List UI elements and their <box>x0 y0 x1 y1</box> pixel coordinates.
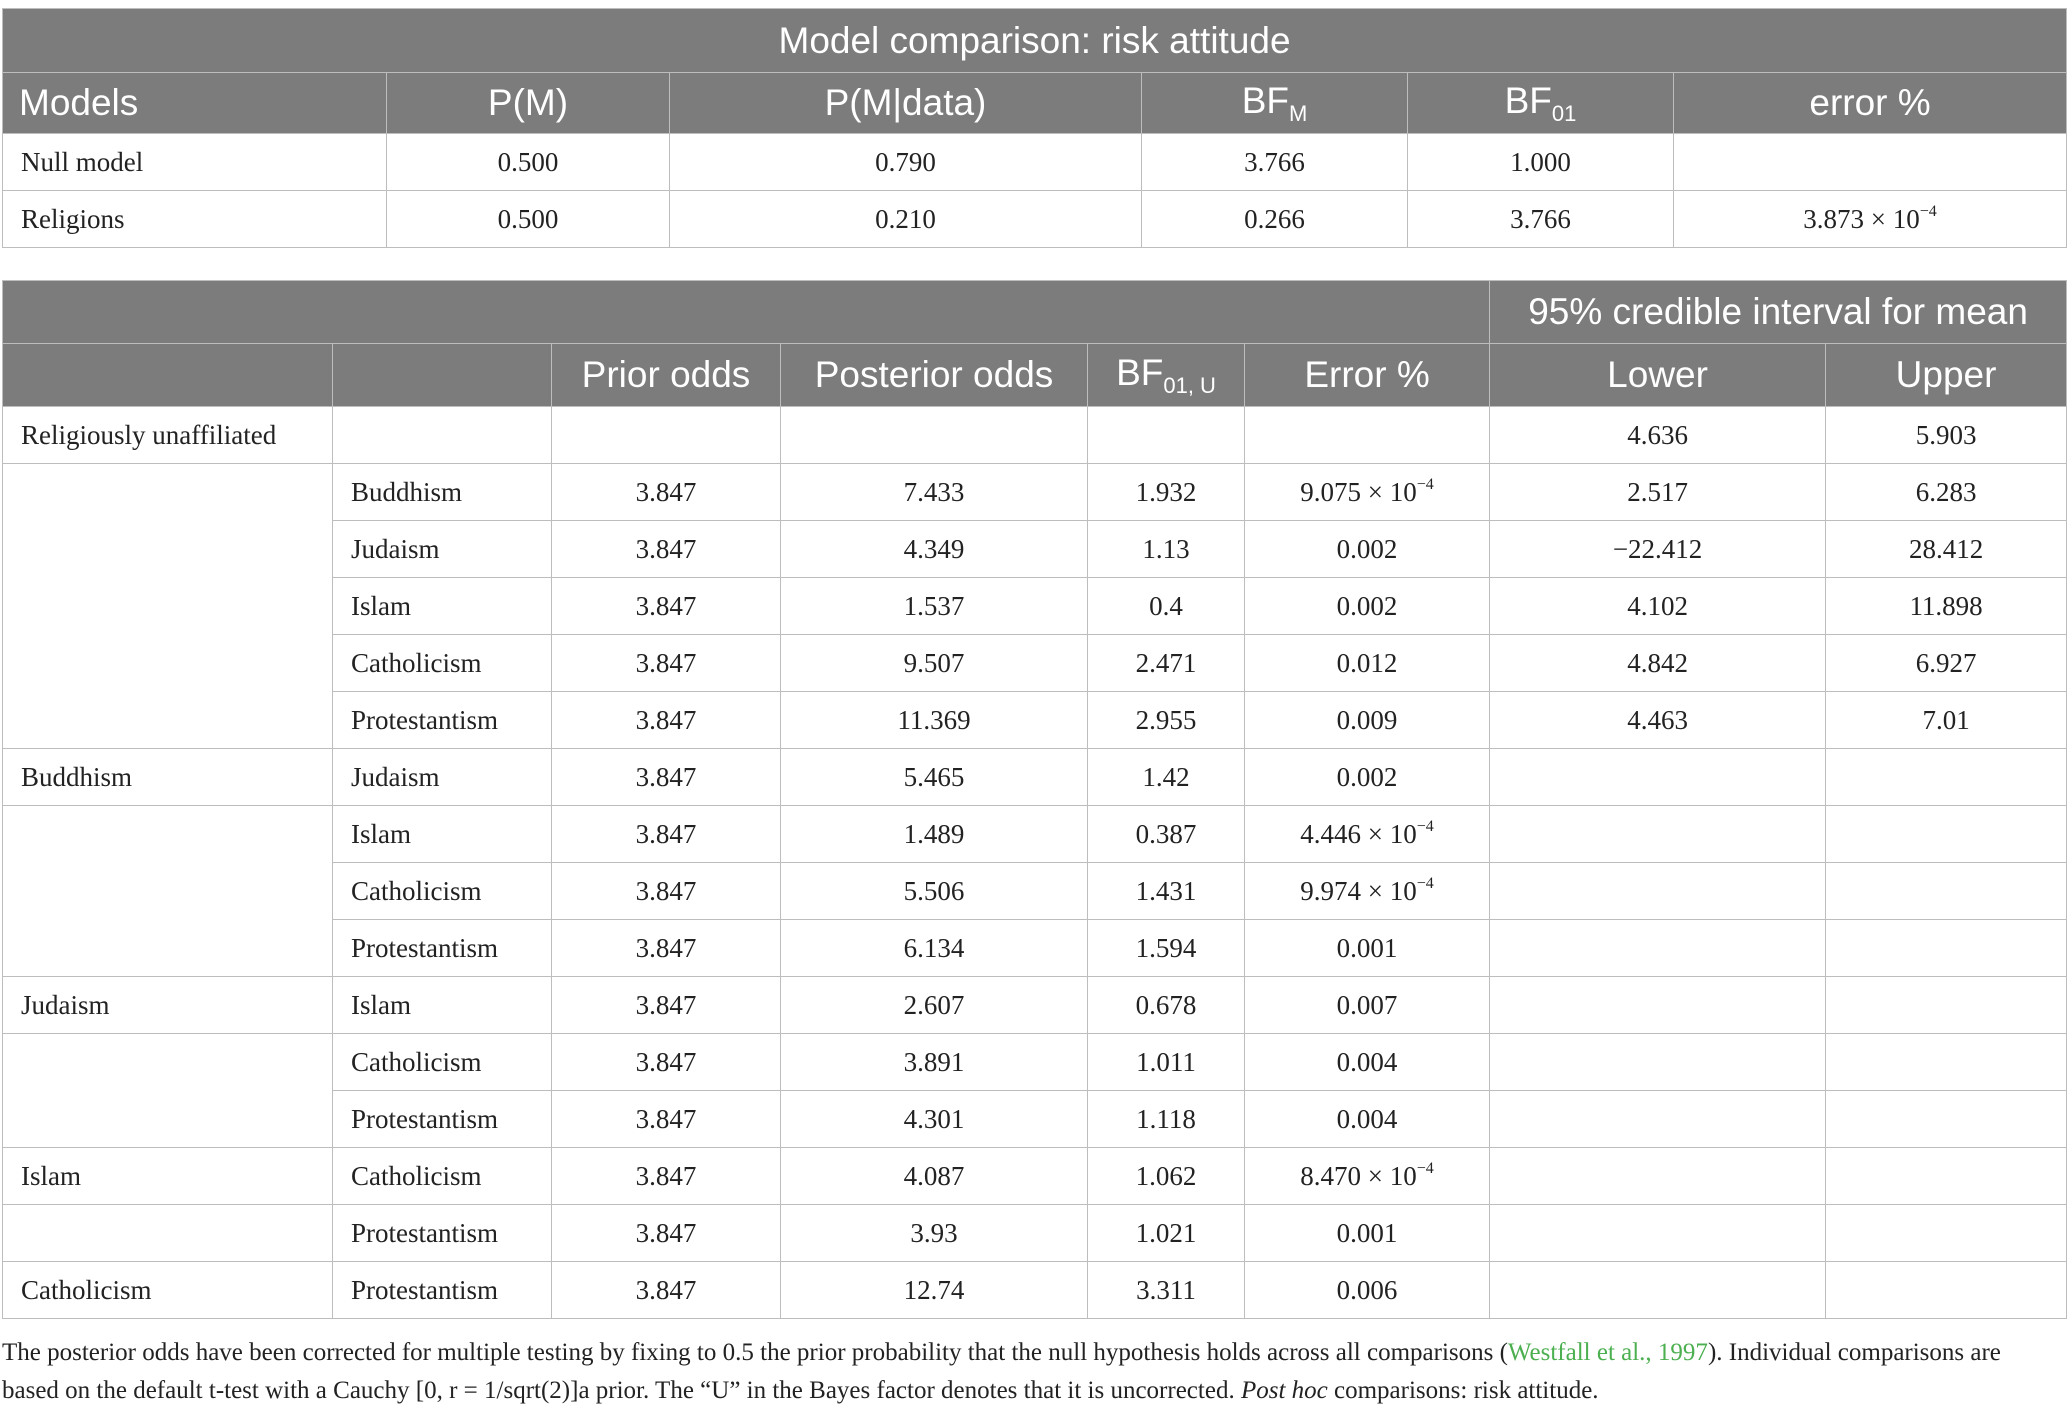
prior-odds-cell: 3.847 <box>552 806 781 863</box>
model-name-cell: Null model <box>3 134 387 191</box>
bf01u-cell: 1.062 <box>1088 1148 1245 1205</box>
header-row <box>3 73 2067 134</box>
error-cell: $3.873 \times 10^{-4}$ <box>1674 191 2067 248</box>
post-hoc-table <box>2 280 2067 1319</box>
prior-odds-cell: 3.847 <box>552 521 781 578</box>
error-cell: 0.004 <box>1245 1091 1490 1148</box>
ci-lower-cell <box>1490 749 1826 806</box>
ci-lower-cell <box>1490 1205 1826 1262</box>
posterior-odds-cell: 5.465 <box>781 749 1088 806</box>
pm-data-cell: 0.790 <box>670 134 1142 191</box>
ci-upper-cell: 6.283 <box>1826 464 2067 521</box>
prior-odds-cell: 3.847 <box>552 635 781 692</box>
error-cell: 0.001 <box>1245 1205 1490 1262</box>
bf01u-cell: 0.4 <box>1088 578 1245 635</box>
ci-lower-cell: 4.102 <box>1490 578 1826 635</box>
col-header-lower: Lower <box>1490 344 1826 407</box>
col-header-upper: Upper <box>1826 344 2067 407</box>
bf01u-cell: 0.387 <box>1088 806 1245 863</box>
group-cell: Judaism <box>3 977 333 1034</box>
citation-link[interactable]: Westfall et al., 1997 <box>1507 1339 1708 1366</box>
bf01u-cell: 1.021 <box>1088 1205 1245 1262</box>
ci-lower-cell <box>1490 806 1826 863</box>
prior-odds-cell: 3.847 <box>552 464 781 521</box>
ci-lower-cell <box>1490 977 1826 1034</box>
prior-odds-cell: 3.847 <box>552 1091 781 1148</box>
table-row <box>3 191 2067 248</box>
ci-upper-cell <box>1826 1091 2067 1148</box>
comparison-cell: Protestantism <box>333 692 552 749</box>
col-header-posterior-odds: Posterior odds <box>781 344 1088 407</box>
error-cell: $4.446 \times 10^{-4}$ <box>1245 806 1490 863</box>
posterior-odds-cell: 1.537 <box>781 578 1088 635</box>
col-header-bfm: $BF_M$ <box>1142 73 1408 134</box>
posterior-odds-cell: 4.301 <box>781 1091 1088 1148</box>
pm-cell: 0.500 <box>387 134 670 191</box>
comparison-cell: Islam <box>333 578 552 635</box>
error-cell: 0.001 <box>1245 920 1490 977</box>
error-cell: 0.002 <box>1245 521 1490 578</box>
bfm-cell: 3.766 <box>1142 134 1408 191</box>
comparison-cell: Judaism <box>333 749 552 806</box>
prior-odds-cell: 3.847 <box>552 1205 781 1262</box>
bf01-cell: 3.766 <box>1408 191 1674 248</box>
comparison-cell: Catholicism <box>333 1034 552 1091</box>
ci-upper-cell <box>1826 920 2067 977</box>
ci-upper-cell <box>1826 806 2067 863</box>
ci-lower-cell: 4.636 <box>1490 407 1826 464</box>
prior-odds-cell: 3.847 <box>552 863 781 920</box>
posterior-odds-cell: 2.607 <box>781 977 1088 1034</box>
ci-upper-cell <box>1826 1262 2067 1319</box>
group-cell: Religiously unaffiliated <box>3 407 333 464</box>
ci-upper-cell: 28.412 <box>1826 521 2067 578</box>
footnote-text: comparisons: risk attitude. <box>1327 1377 1599 1404</box>
pm-data-cell: 0.210 <box>670 191 1142 248</box>
prior-odds-cell: 3.847 <box>552 1034 781 1091</box>
posterior-odds-cell: 3.93 <box>781 1205 1088 1262</box>
posterior-odds-cell: 4.087 <box>781 1148 1088 1205</box>
table-row <box>3 1148 2067 1205</box>
col-header-error: error % <box>1674 73 2067 134</box>
ci-upper-cell <box>1826 1034 2067 1091</box>
ci-lower-cell <box>1490 1034 1826 1091</box>
comparison-cell: Protestantism <box>333 1205 552 1262</box>
ci-upper-cell: 7.01 <box>1826 692 2067 749</box>
prior-odds-cell: 3.847 <box>552 977 781 1034</box>
ci-lower-cell: −22.412 <box>1490 521 1826 578</box>
error-cell: 0.004 <box>1245 1034 1490 1091</box>
ci-lower-cell: 4.842 <box>1490 635 1826 692</box>
error-cell: 0.012 <box>1245 635 1490 692</box>
prior-odds-cell: 3.847 <box>552 749 781 806</box>
bf01u-cell <box>1088 407 1245 464</box>
error-cell: 0.006 <box>1245 1262 1490 1319</box>
bf01u-cell: 1.118 <box>1088 1091 1245 1148</box>
posterior-odds-cell <box>781 407 1088 464</box>
col-header-bf01: $BF_{01}$ <box>1408 73 1674 134</box>
comparison-cell: Buddhism <box>333 464 552 521</box>
table-row <box>3 977 2067 1034</box>
ci-lower-cell <box>1490 863 1826 920</box>
comparison-cell: Protestantism <box>333 920 552 977</box>
error-cell: 0.009 <box>1245 692 1490 749</box>
col-header-models: Models <box>3 73 387 134</box>
table-row <box>3 1205 2067 1262</box>
group-cell-blank <box>3 806 333 977</box>
prior-odds-cell: 3.847 <box>552 1148 781 1205</box>
prior-odds-cell: 3.847 <box>552 578 781 635</box>
bf01u-cell: 1.594 <box>1088 920 1245 977</box>
prior-odds-cell <box>552 407 781 464</box>
posterior-odds-cell: 11.369 <box>781 692 1088 749</box>
group-cell-blank <box>3 1034 333 1148</box>
comparison-cell: Protestantism <box>333 1091 552 1148</box>
posterior-odds-cell: 6.134 <box>781 920 1088 977</box>
bf01u-cell: 1.431 <box>1088 863 1245 920</box>
comparison-cell: Catholicism <box>333 1148 552 1205</box>
bf01-cell: 1.000 <box>1408 134 1674 191</box>
ci-lower-cell <box>1490 920 1826 977</box>
group-cell: Catholicism <box>3 1262 333 1319</box>
error-cell <box>1674 134 2067 191</box>
ci-upper-cell <box>1826 749 2067 806</box>
comparison-cell: Judaism <box>333 521 552 578</box>
footnote-italic: Post hoc <box>1240 1377 1328 1404</box>
header-row <box>3 344 2067 407</box>
model-comparison-table <box>2 8 2067 248</box>
col-header-bf01u: $BF_{01, U}$ <box>1088 344 1245 407</box>
bf01u-cell: 1.011 <box>1088 1034 1245 1091</box>
posterior-odds-cell: 9.507 <box>781 635 1088 692</box>
bf01u-cell: 1.13 <box>1088 521 1245 578</box>
footnote-text: ). Individual comparisons are based on the default t-test with a Cauchy [0, r = 1/sqrt(2)]a prior. The “U” in the Bayes factor denotes that it is uncorrected. <box>2 1339 2001 1404</box>
table-row <box>3 464 2067 521</box>
posterior-odds-cell: 12.74 <box>781 1262 1088 1319</box>
ci-lower-cell <box>1490 1148 1826 1205</box>
model-name-cell: Religions <box>3 191 387 248</box>
footnote-text: The posterior odds have been corrected for multiple testing by fixing to 0.5 the prior probability that the null hypothesis holds across all comparisons ( <box>2 1339 1508 1366</box>
bf01u-cell: 0.678 <box>1088 977 1245 1034</box>
comparison-cell: Catholicism <box>333 863 552 920</box>
posterior-odds-cell: 1.489 <box>781 806 1088 863</box>
ci-upper-cell: 5.903 <box>1826 407 2067 464</box>
group-cell-blank <box>3 1205 333 1262</box>
bf01u-cell: 2.471 <box>1088 635 1245 692</box>
group-cell: Buddhism <box>3 749 333 806</box>
group-cell-blank <box>3 464 333 749</box>
comparison-cell: Protestantism <box>333 1262 552 1319</box>
comparison-cell: Catholicism <box>333 635 552 692</box>
table-title: Model comparison: risk attitude <box>3 9 2067 73</box>
ci-upper-cell <box>1826 1205 2067 1262</box>
posterior-odds-cell: 4.349 <box>781 521 1088 578</box>
ci-upper-cell <box>1826 863 2067 920</box>
table-row <box>3 806 2067 863</box>
comparison-cell: Islam <box>333 806 552 863</box>
col-header-prior-odds: Prior odds <box>552 344 781 407</box>
table-row <box>3 1262 2067 1319</box>
group-cell: Islam <box>3 1148 333 1205</box>
bfm-cell: 0.266 <box>1142 191 1408 248</box>
bf01u-cell: 1.42 <box>1088 749 1245 806</box>
prior-odds-cell: 3.847 <box>552 692 781 749</box>
table-row <box>3 1034 2067 1091</box>
bf01u-cell: 1.932 <box>1088 464 1245 521</box>
ci-lower-cell <box>1490 1091 1826 1148</box>
error-cell <box>1245 407 1490 464</box>
ci-upper-cell: 11.898 <box>1826 578 2067 635</box>
col-header-pm-data: P(M|data) <box>670 73 1142 134</box>
ci-lower-cell: 4.463 <box>1490 692 1826 749</box>
posterior-odds-cell: 3.891 <box>781 1034 1088 1091</box>
col-header-pm: P(M) <box>387 73 670 134</box>
table-row <box>3 749 2067 806</box>
posterior-odds-cell: 5.506 <box>781 863 1088 920</box>
ci-lower-cell <box>1490 1262 1826 1319</box>
bf01u-cell: 2.955 <box>1088 692 1245 749</box>
error-cell: 0.002 <box>1245 749 1490 806</box>
table-footnote <box>2 1334 2052 1410</box>
table-row <box>3 134 2067 191</box>
prior-odds-cell: 3.847 <box>552 1262 781 1319</box>
ci-upper-cell <box>1826 1148 2067 1205</box>
col-header-group <box>3 344 333 407</box>
error-cell: $9.075 \times 10^{-4}$ <box>1245 464 1490 521</box>
ci-header: 95% credible interval for mean <box>1490 281 2067 344</box>
ci-lower-cell: 2.517 <box>1490 464 1826 521</box>
prior-odds-cell: 3.847 <box>552 920 781 977</box>
error-cell: 0.007 <box>1245 977 1490 1034</box>
error-cell: $9.974 \times 10^{-4}$ <box>1245 863 1490 920</box>
ci-upper-cell: 6.927 <box>1826 635 2067 692</box>
error-cell: 0.002 <box>1245 578 1490 635</box>
error-cell: $8.470 \times 10^{-4}$ <box>1245 1148 1490 1205</box>
posterior-odds-cell: 7.433 <box>781 464 1088 521</box>
bf01u-cell: 3.311 <box>1088 1262 1245 1319</box>
comparison-cell <box>333 407 552 464</box>
table-row <box>3 407 2067 464</box>
col-header-error: Error % <box>1245 344 1490 407</box>
ci-upper-cell <box>1826 977 2067 1034</box>
blank-header-cell <box>3 281 1490 344</box>
col-header-comparison <box>333 344 552 407</box>
comparison-cell: Islam <box>333 977 552 1034</box>
pm-cell: 0.500 <box>387 191 670 248</box>
